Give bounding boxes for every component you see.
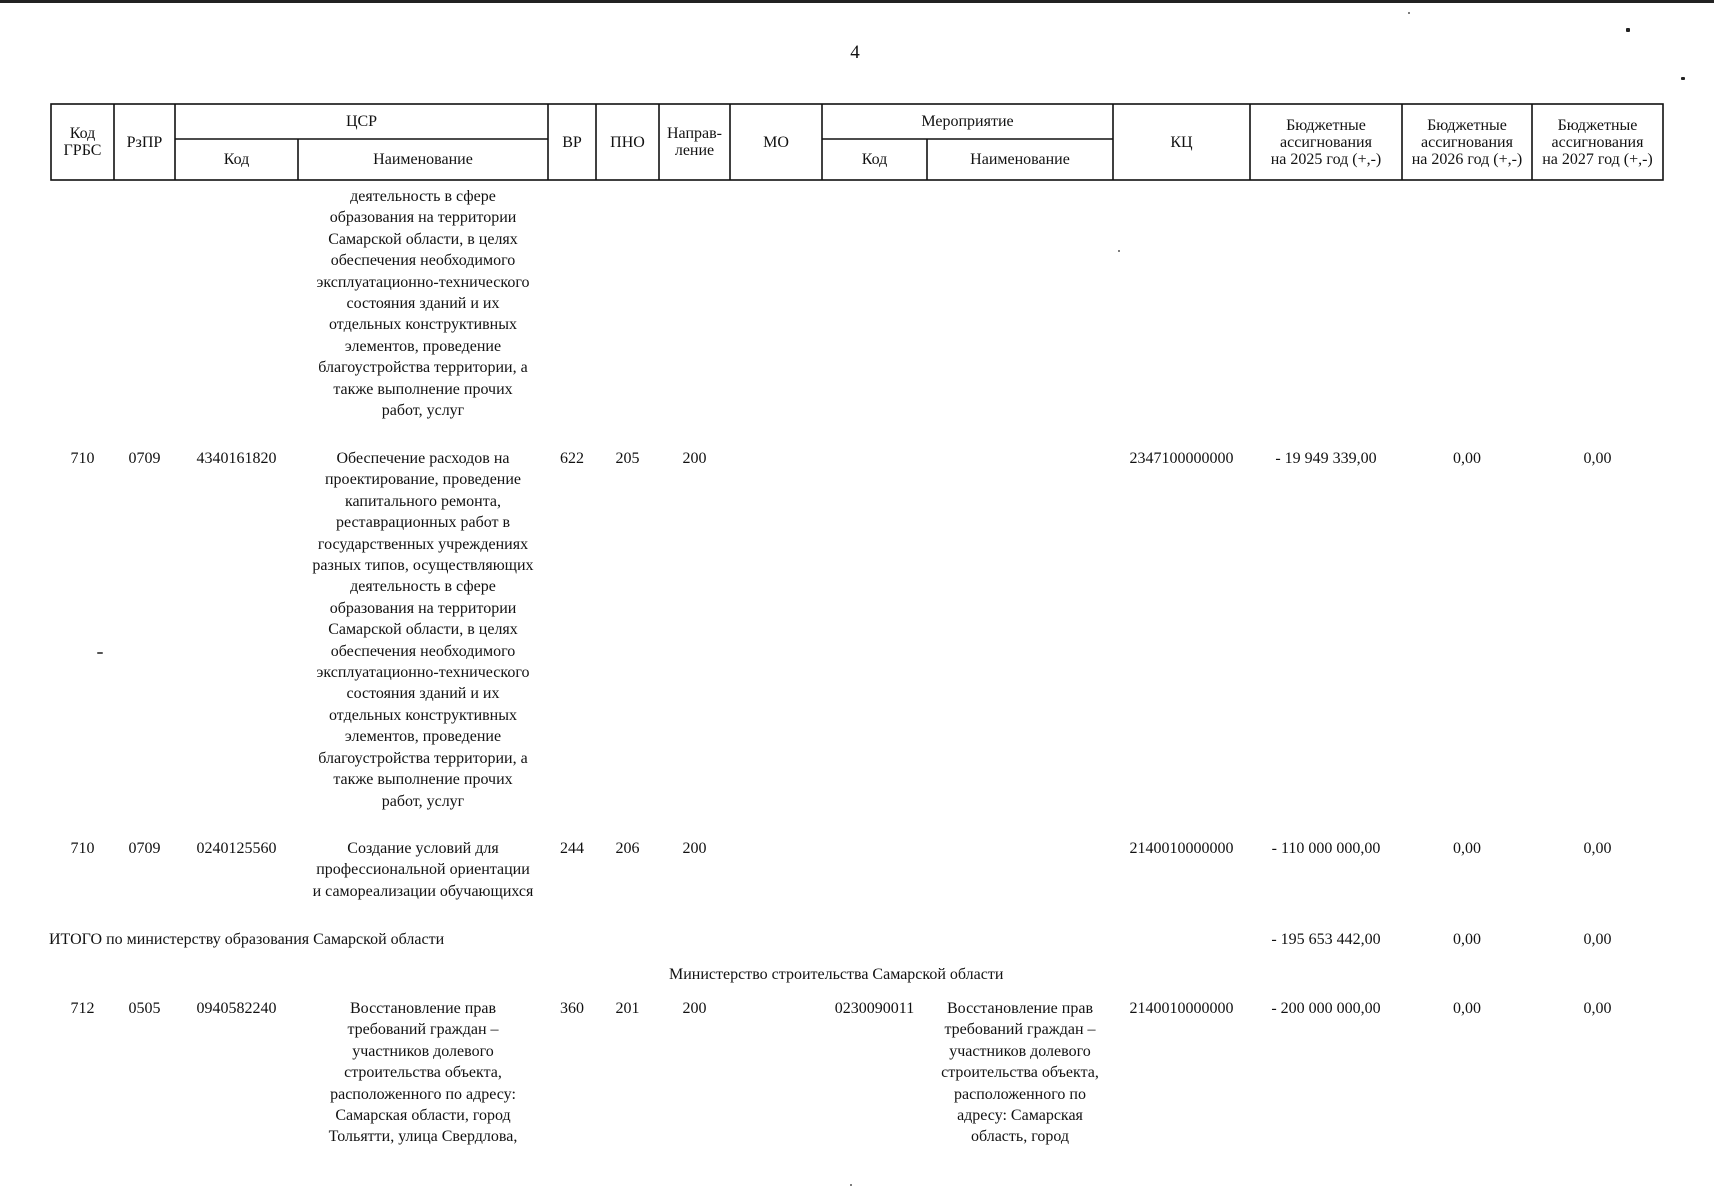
header-rzpr: РзПР bbox=[126, 133, 163, 151]
cell-vr: 360 bbox=[560, 1000, 584, 1017]
cell-budget-2027: 0,00 bbox=[1583, 450, 1612, 467]
header-csr-name: Наименование bbox=[373, 151, 473, 168]
cell-budget-2026: 0,00 bbox=[1453, 1000, 1481, 1017]
scan-speck bbox=[1408, 12, 1410, 14]
section-title: Министерство строительства Самарской области bbox=[669, 966, 1004, 983]
header-mer-kod: Код bbox=[861, 151, 888, 168]
scan-speck bbox=[850, 1184, 852, 1186]
cell-kc: 2347100000000 bbox=[1129, 450, 1234, 467]
page-number: 4 bbox=[850, 42, 860, 63]
scan-speck bbox=[1118, 250, 1120, 252]
cell-pno: 206 bbox=[615, 840, 640, 857]
header-kod-grbs: Код ГРБС bbox=[63, 125, 102, 159]
total-budget-2027: 0,00 bbox=[1583, 931, 1612, 948]
cell-budget-2026: 0,00 bbox=[1453, 840, 1481, 857]
cell-grbs: 712 bbox=[70, 1000, 95, 1017]
cell-rzpr: 0709 bbox=[128, 450, 161, 467]
total-budget-2025: - 195 653 442,00 bbox=[1271, 931, 1381, 948]
header-csr: ЦСР bbox=[345, 113, 378, 130]
total-label: ИТОГО по министерству образования Самарской области bbox=[49, 931, 445, 948]
cell-budget-2027: 0,00 bbox=[1583, 1000, 1612, 1017]
cell-budget-2027: 0,00 bbox=[1583, 840, 1612, 857]
header-mer-name: Наименование bbox=[970, 151, 1070, 168]
header-napravlenie: Направ- ление bbox=[667, 125, 722, 159]
total-budget-2026: 0,00 bbox=[1453, 931, 1481, 948]
header-meropriyatie: Мероприятие bbox=[921, 113, 1014, 130]
header-pno: ПНО bbox=[610, 133, 645, 151]
cell-budget-2025: - 200 000 000,00 bbox=[1271, 1000, 1381, 1017]
cell-grbs: 710 bbox=[70, 450, 95, 467]
header-budget-2027: Бюджетные ассигнования на 2027 год (+,-) bbox=[1542, 116, 1653, 168]
cell-napravlenie: 200 bbox=[682, 1000, 707, 1017]
continued-name-text: деятельность в сфере образования на территории Самарской области, в целях обеспечения необходимого эксплуатационно-технического состояния зданий и их отдельных конструктивных элементов, проведение благоустройства территории, а также выполнение прочих работ, услуг bbox=[316, 188, 530, 420]
cell-kc: 2140010000000 bbox=[1129, 1000, 1234, 1017]
header-mo: МО bbox=[763, 133, 789, 151]
cell-csr-name: Восстановление прав требований граждан – участников долевого строительства объекта, расположенного по адресу: Самарская области, город Тольятти, улица Свердлова, bbox=[328, 1000, 518, 1146]
scan-speck bbox=[1626, 28, 1630, 32]
cell-napravlenie: 200 bbox=[682, 450, 707, 467]
header-budget-2026: Бюджетные ассигнования на 2026 год (+,-) bbox=[1411, 116, 1523, 168]
scan-speck bbox=[1681, 77, 1685, 80]
cell-csr-name: Создание условий для профессиональной ориентации и самореализации обучающихся bbox=[312, 840, 534, 900]
cell-budget-2026: 0,00 bbox=[1453, 450, 1481, 467]
cell-csr-kod: 4340161820 bbox=[196, 450, 277, 467]
cell-vr: 622 bbox=[560, 450, 584, 467]
cell-csr-name: Обеспечение расходов на проектирование, проведение капитального ремонта, реставрационных работ в государственных учреждениях разных типов, осуществляющих деятельность в сфере образования на территории Самарской области, в целях обеспечения необходимого эксплуатационно-технического состояния зданий и их отдельных конструктивных элементов, проведение благоустройства территории, а также выполнение прочих работ, услуг bbox=[312, 450, 534, 810]
cell-budget-2025: - 110 000 000,00 bbox=[1271, 840, 1381, 857]
cell-kc: 2140010000000 bbox=[1129, 840, 1234, 857]
cell-vr: 244 bbox=[560, 840, 584, 857]
header-kc: КЦ bbox=[1170, 133, 1193, 151]
cell-napravlenie: 200 bbox=[682, 840, 707, 857]
header-vr: ВР bbox=[562, 133, 582, 151]
cell-csr-kod: 0240125560 bbox=[196, 840, 277, 857]
cell-pno: 205 bbox=[615, 450, 640, 467]
cell-csr-kod: 0940582240 bbox=[196, 1000, 277, 1017]
header-budget-2025: Бюджетные ассигнования на 2025 год (+,-) bbox=[1270, 116, 1382, 168]
cell-rzpr: 0709 bbox=[128, 840, 161, 857]
header-csr-kod: Код bbox=[223, 151, 250, 168]
cell-mer-kod: 0230090011 bbox=[834, 1000, 915, 1017]
cell-grbs: 710 bbox=[70, 840, 95, 857]
cell-pno: 201 bbox=[615, 1000, 640, 1017]
scan-speck bbox=[97, 652, 103, 654]
cell-budget-2025: - 19 949 339,00 bbox=[1275, 450, 1377, 467]
cell-mer-name: Восстановление прав требований граждан – участников долевого строительства объекта, расположенного по адресу: Самарская область, город bbox=[941, 1000, 1099, 1146]
cell-rzpr: 0505 bbox=[128, 1000, 161, 1017]
